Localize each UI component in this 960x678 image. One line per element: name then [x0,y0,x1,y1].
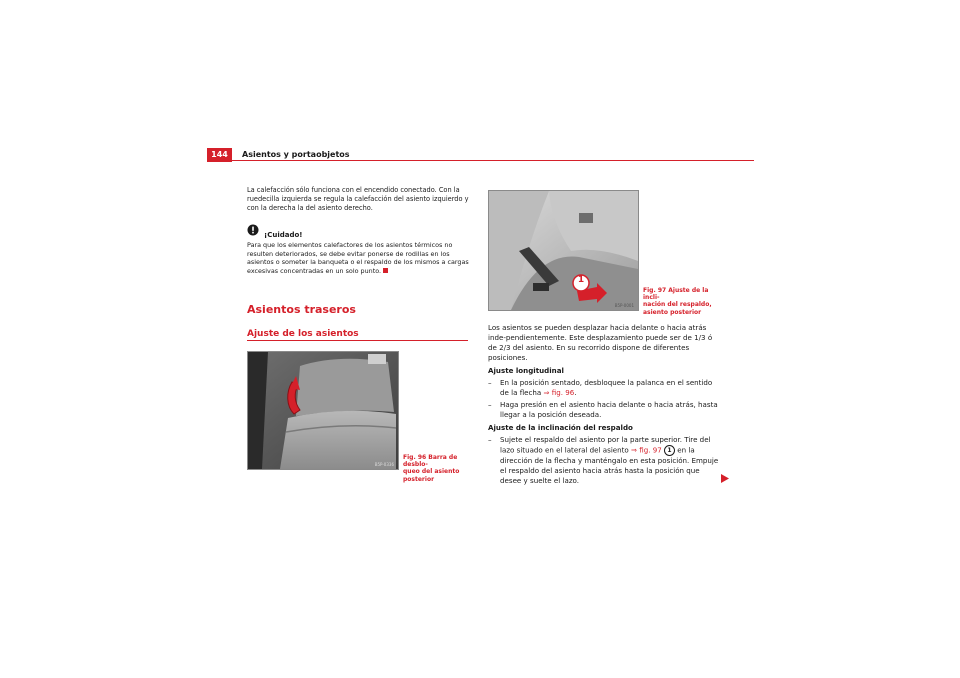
continue-arrow-icon [721,468,729,487]
intro-paragraph: La calefacción sólo funciona con el encendido conectado. Con la ruedecilla izquierda se regula la calefacción del asiento izquierdo y con la derecha la del asiento derecho. [247,186,469,212]
page-number: 144 [207,148,232,162]
figure-96-link[interactable]: ⇒ fig. 96 [543,388,575,397]
figure-97-caption-line: nación del respaldo, [643,301,712,309]
list-dash: – [488,400,492,409]
figure-97-code: B5P-0001 [614,303,634,308]
list-item-text: Sujete el respaldo del asiento por la parte superior. Tire del lazo situado en el lateral del asiento [500,435,711,455]
list-item-text: Haga presión en el asiento hacia delante o hacia atrás, hasta llegar a la posición deseada. [500,400,718,419]
header-rule [232,160,754,161]
list-dash: – [488,435,492,444]
right-column [488,323,720,486]
list-item-text: en la dirección de la flecha y manténgalo en esta posición. Empuje el respaldo del asiento hacia atrás hasta la posición que desee y suelte el lazo. [500,445,719,485]
list-item [488,435,720,486]
subsection-rule [247,340,468,341]
figure-96-image [247,351,399,470]
longitudinal-title: Ajuste longitudinal [488,366,564,375]
list-item [488,378,720,398]
header-rule-left [207,161,232,162]
list-item-text: En la posición sentado, desbloquee la palanca en el sentido de la flecha [500,378,713,397]
figure-96-caption [403,454,475,483]
figure-97-link[interactable]: ⇒ fig. 97 [631,445,662,455]
caution-text [247,241,469,275]
figure-97-caption-line: Fig. 97 Ajuste de la incli- [643,287,709,302]
running-header: Asientos y portaobjetos [242,150,350,159]
right-intro-paragraph: Los asientos se pueden desplazar hacia delante o hacia atrás inde-pendientemente. Este desplazamiento puede ser de 1/3 ó de 2/3 del asiento. En su recorrido dispone de diferentes posiciones. [488,323,713,362]
figure-97-caption [643,287,723,316]
figure-96-caption-line: Fig. 96 Barra de desblo- [403,454,458,469]
list-item [488,400,720,420]
list-dash: – [488,378,492,387]
figure-96-code: B5P-0336 [374,462,394,467]
caution-title: ¡Cuidado! [264,231,303,239]
figure-97-caption-line: asiento posterior [643,308,702,316]
end-of-section-icon [383,268,388,273]
callout-1-icon: 1 [664,445,675,456]
figure-97-image [488,190,639,311]
list-item-text: . [574,388,577,397]
figure-96-caption-line: queo del asiento posterior [403,468,460,483]
figure-97-callout: 1 [577,275,585,285]
warning-icon [246,224,260,236]
section-title: Asientos traseros [247,303,356,316]
inclination-title: Ajuste de la inclinación del respaldo [488,423,633,432]
caution-body: Para que los elementos calefactores de los asientos térmicos no resulten deteriorados, se debe evitar ponerse de rodillas en los asientos o someter la banqueta o el respaldo de los mismos a cargas excesivas concentradas en un solo punto. [247,241,469,275]
subsection-title: Ajuste de los asientos [247,329,359,339]
